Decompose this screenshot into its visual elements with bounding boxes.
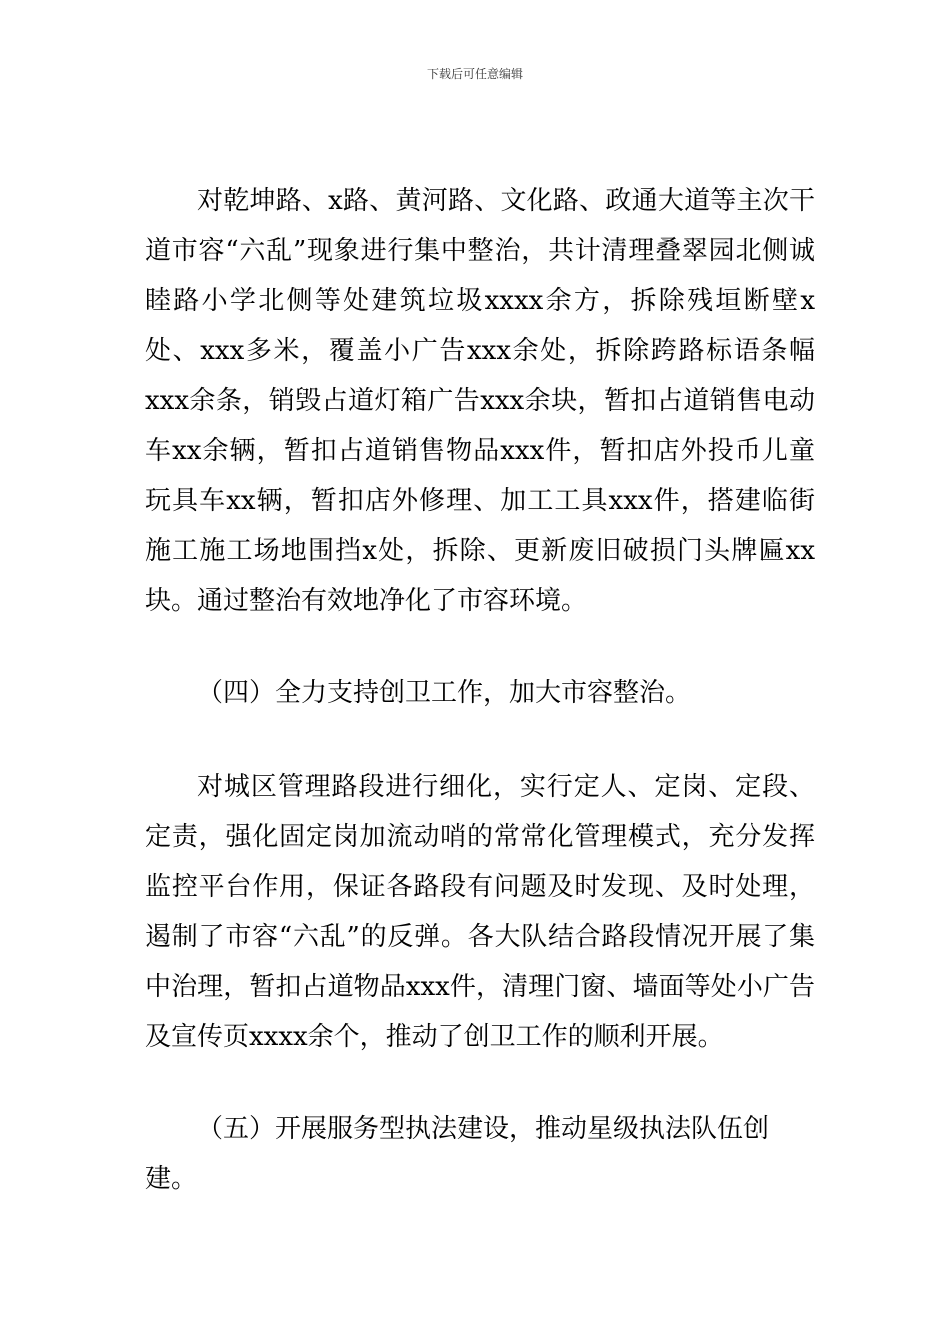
section-heading-4: （四）全力支持创卫工作，加大市容整治。 — [197, 678, 692, 708]
spacer — [145, 718, 815, 762]
document-body — [145, 176, 815, 1204]
paragraph-citywide-rectification: 对乾坤路、x路、黄河路、文化路、政通大道等主次干道市容“六乱”现象进行集中整治，共计清理叠翠园北侧诚睦路小学北侧等处建筑垃圾xxxx余方，拆除残垣断壁x处、xxx多米，覆盖小广告xxx余处，拆除跨路标语条幅xxx余条，销毁占道灯箱广告xxx余块，暂扣占道销售电动车xx余辆，暂扣占道销售物品xxx件，暂扣店外投币儿童玩具车xx辆，暂扣店外修理、加工工具xxx件，搭建临街施工施工场地围挡x处，拆除、更新废旧破损门头牌匾xx块。通过整治有效地净化了市容环境。 — [145, 186, 815, 616]
spacer — [145, 626, 815, 668]
section-heading-5: （五）开展服务型执法建设，推动星级执法队伍创建。 — [145, 1114, 770, 1194]
paragraph-road-management: 对城区管理路段进行细化，实行定人、定岗、定段、定责，强化固定岗加流动哨的常常化管理模式，充分发挥监控平台作用，保证各路段有问题及时发现、及时处理，遏制了市容“六乱”的反弹。各大队结合路段情况开展了集中治理，暂扣占道物品xxx件，清理门窗、墙面等处小广告及宣传页xxxx余个，推动了创卫工作的顺利开展。 — [145, 772, 815, 1052]
page-header-note: 下载后可任意编辑 — [426, 67, 523, 81]
spacer — [145, 1062, 815, 1104]
